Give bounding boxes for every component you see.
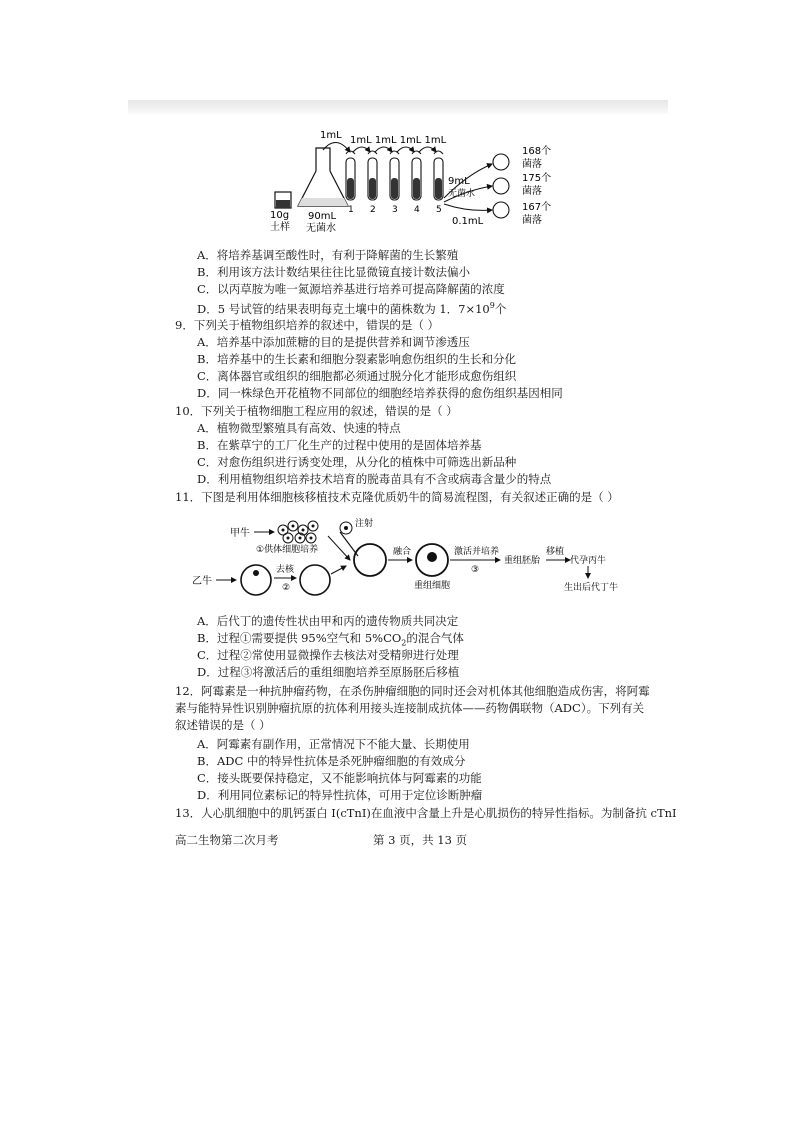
water-volume-label: 90mL	[308, 211, 337, 222]
q10-stem: 10．下列关于植物细胞工程应用的叙述，错误的是（ ）	[175, 404, 458, 418]
q9-option-d: D．同一株绿色开花植物不同部位的细胞经培养获得的愈伤组织基因相同	[197, 386, 563, 400]
q10-option-b: B．在紫草宁的工厂化生产的过程中使用的是固体培养基	[197, 438, 482, 452]
q12-option-d: D．利用同位素标记的特异性抗体，可用于定位诊断肿瘤	[197, 788, 483, 802]
q8-option-d	[197, 299, 506, 316]
q9-option-b: B．培养基中的生长素和细胞分裂素影响愈伤组织的生长和分化	[197, 352, 516, 366]
step1-label: ①供体细胞培养	[256, 545, 319, 555]
tube-3-label: 3	[392, 205, 398, 215]
tube-water-label: 无菌水	[448, 189, 476, 199]
q11-option-c: C．过程②常使用显微操作去核法对受精卵进行处理	[197, 648, 459, 662]
spread-volume-label: 0.1mL	[452, 216, 484, 227]
transplant-label: 移植	[546, 547, 565, 557]
plate-1-label: 菌落	[522, 159, 542, 170]
q11-option-a: A．后代丁的遗传性状由甲和丙的遗传物质共同决定	[197, 614, 459, 628]
donor-cells	[278, 521, 318, 543]
water-label: 无菌水	[306, 223, 336, 234]
q8-option-b: B．利用该方法计数结果往往比显微镜直接计数法偏小	[197, 265, 470, 279]
plate-2-count: 175个	[522, 173, 552, 184]
embryo-label: 重组胚胎	[504, 556, 541, 566]
plate-3-count: 167个	[522, 202, 552, 213]
q9-option-c: C．离体器官或组织的细胞都必须通过脱分化才能形成愈伤组织	[197, 369, 517, 383]
q12-option-c: C．接头既要保持稳定，又不能影响抗体与阿霉素的功能	[197, 771, 482, 785]
q8-option-c: C．以丙草胺为唯一氮源培养基进行培养可提高降解菌的浓度	[197, 282, 505, 296]
tube-5-label: 5	[436, 205, 442, 215]
q12-option-b: B．ADC 中的特异性抗体是杀死肿瘤细胞的有效成分	[197, 754, 466, 768]
q11-option-b-text: B．过程①需要提供 95%空气和 5%CO	[197, 631, 402, 645]
q12-option-a: A．阿霉素有副作用，正常情况下不能大量、长期使用	[197, 737, 470, 751]
top-volume-label: 1mL	[320, 130, 342, 141]
q9-stem: 9．下列关于植物组织培养的叙述中，错误的是（ ）	[175, 318, 439, 332]
soil-label: 土样	[270, 222, 290, 233]
serial-dilution-figure	[268, 126, 568, 238]
surrogate-label: 代孕丙牛	[570, 556, 607, 566]
tube-water-volume-label: 9mL	[448, 176, 470, 187]
inject-label: 注射	[355, 519, 374, 529]
recon-cell-label: 重组细胞	[414, 581, 451, 591]
tube-4-label: 4	[414, 205, 420, 215]
q12-stem-line-3: 叙述错误的是（ ）	[175, 718, 271, 732]
footer-page-number: 第 3 页，共 13 页	[373, 833, 468, 847]
soil-mass-label: 10g	[270, 210, 290, 221]
step3-label: ③	[471, 565, 480, 575]
q8-option-d-text: D．5 号试管的结果表明每克土壤中的菌株数为 1．7×10	[197, 301, 490, 316]
denucleate-label: 去核	[276, 565, 295, 575]
tube-2-label: 2	[370, 205, 376, 215]
plate-1-count: 168个	[522, 146, 552, 157]
q11-option-b-tail: 的混合气体	[406, 631, 464, 645]
q10-option-c: C．对愈伤组织进行诱变处理，从分化的植株中可筛选出新品种	[197, 455, 517, 469]
activate-label: 激活并培养	[454, 547, 500, 557]
q11-option-d: D．过程③将激活后的重组细胞培养至原肠胚后移植	[197, 665, 460, 679]
q8-option-d-exponent: 9	[489, 301, 495, 310]
q9-option-a: A．培养基中添加蔗糖的目的是提供营养和调节渗透压	[197, 335, 470, 349]
q8-option-d-tail: 个	[494, 301, 507, 316]
cow-jia-label: 甲牛	[230, 528, 250, 539]
step2-label: ②	[282, 583, 291, 593]
plate-3-label: 菌落	[522, 215, 542, 226]
test-tubes	[346, 151, 443, 215]
cow-yi-label: 乙牛	[192, 576, 212, 587]
footer-exam-title: 高二生物第二次月考	[175, 833, 279, 847]
culture-plates	[493, 154, 509, 218]
q11-option-b-sub: 2	[401, 638, 407, 648]
transfer-volumes-label: 1mL 1mL 1mL 1mL	[350, 135, 447, 146]
q12-stem-line-2: 素与能特异性识别肿瘤抗原的抗体利用接头连接制成抗体——药物偶联物（ADC）。下列有关	[175, 701, 645, 715]
q12-stem-line-1: 12．阿霉素是一种抗肿瘤药物，在杀伤肿瘤细胞的同时还会对机体其他细胞造成伤害，将阿霉	[175, 684, 650, 698]
q8-option-a: A．将培养基调至酸性时，有利于降解菌的生长繁殖	[197, 248, 459, 262]
q10-option-d: D．利用植物组织培养技术培育的脱毒苗具有不含或病毒含量少的特点	[197, 472, 552, 486]
plate-2-label: 菌落	[522, 186, 542, 197]
q10-option-a: A．植物微型繁殖具有高效、快速的特点	[197, 421, 401, 435]
fuse-label: 融合	[393, 547, 412, 557]
offspring-label: 生出后代丁牛	[564, 583, 619, 593]
cloning-flow-figure	[190, 512, 630, 602]
tube-1-label: 1	[348, 205, 354, 215]
q11-stem: 11．下图是利用体细胞核移植技术克隆优质奶牛的简易流程图，有关叙述正确的是（ ）	[175, 490, 619, 504]
q13-stem: 13．人心肌细胞中的肌钙蛋白 I(cTnI)在血液中含量上升是心肌损伤的特异性指标。为制备抗 cTnI	[175, 806, 677, 820]
